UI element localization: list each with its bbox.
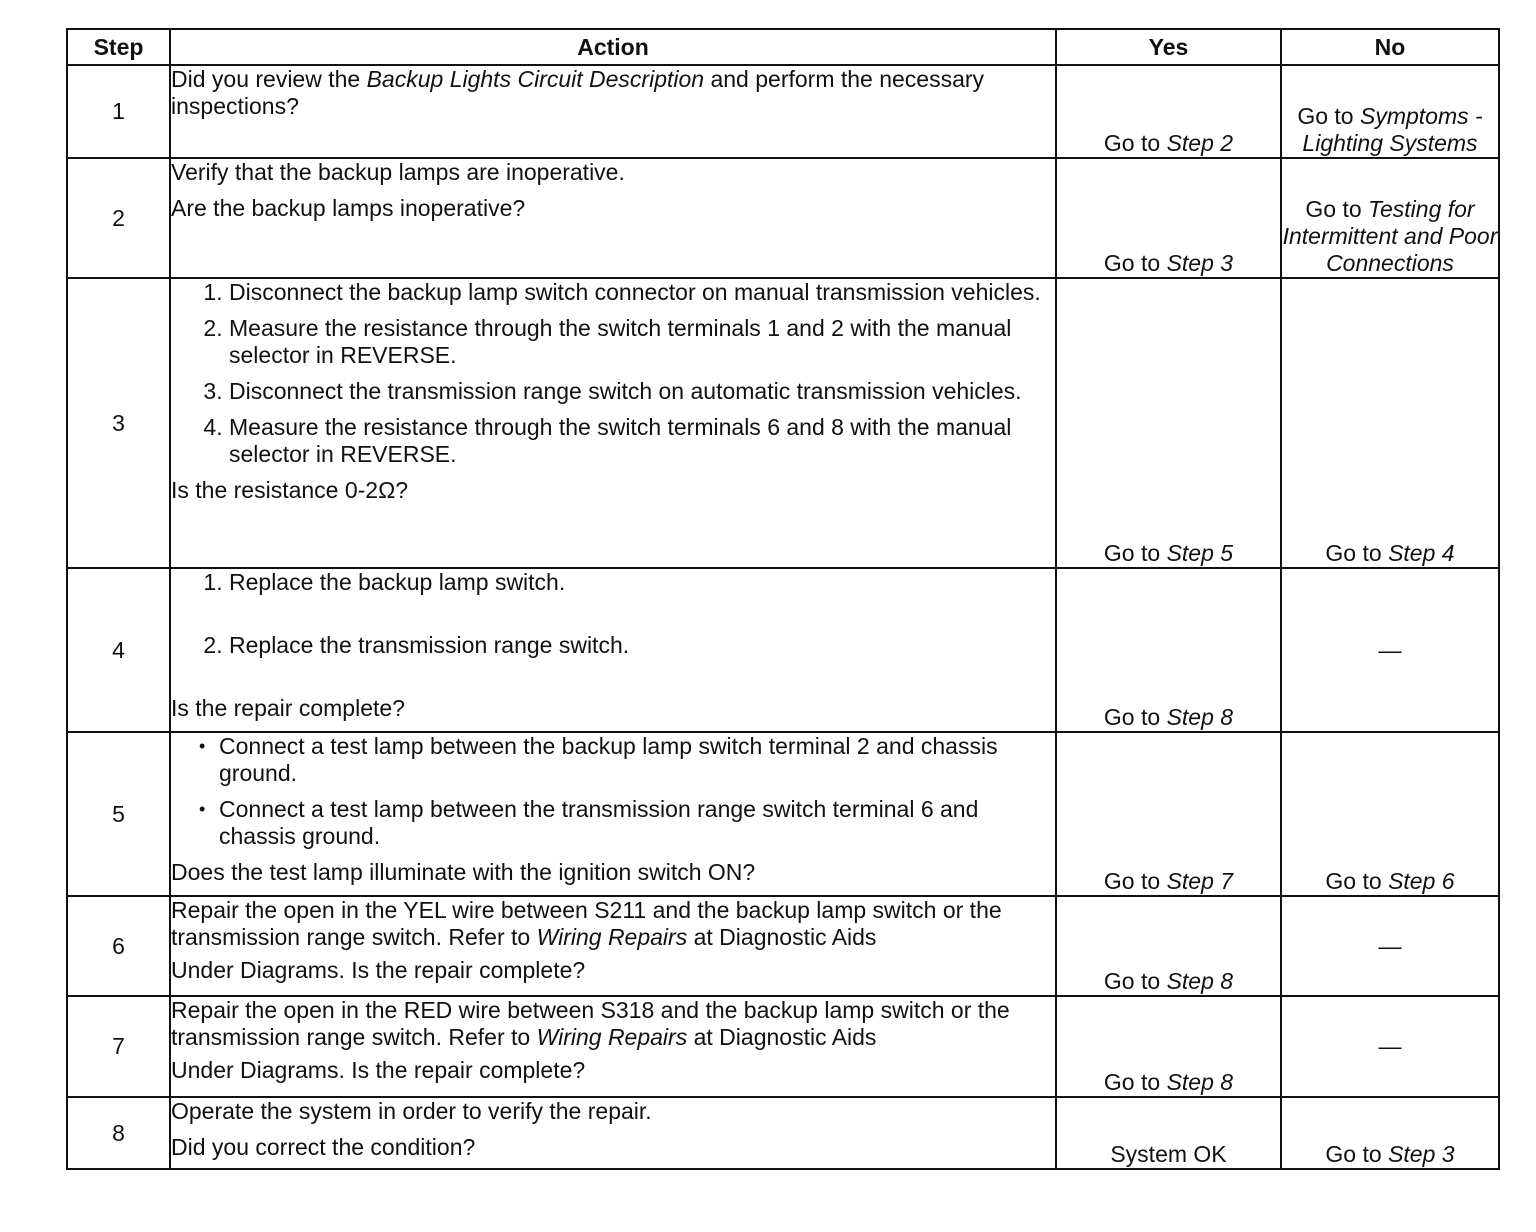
no-text: Go to xyxy=(1305,196,1369,222)
list-item: 4. Measure the resistance through the switch terminals 6 and 8 with the manual selector in REVERSE. xyxy=(229,414,1055,468)
action-instruction: Verify that the backup lamps are inoperative. xyxy=(171,159,625,185)
table-row xyxy=(67,996,1499,1097)
yes-text: Go to xyxy=(1103,130,1167,156)
action-question: Is the resistance 0-2Ω? xyxy=(171,477,409,503)
table-row xyxy=(67,1097,1499,1169)
action-bullet-list xyxy=(171,733,1055,850)
no-text: Go to xyxy=(1325,540,1389,566)
no-cell: — xyxy=(1281,568,1499,732)
no-cell xyxy=(1281,65,1499,158)
list-item: • Connect a test lamp between the transmission range switch terminal 6 and chassis ground. xyxy=(219,796,1055,850)
step-number: 1 xyxy=(67,65,170,158)
table-row xyxy=(67,65,1499,158)
header-step: Step xyxy=(67,29,170,65)
action-text: Did you review the xyxy=(171,66,367,92)
list-item: 2. Measure the resistance through the switch terminals 1 and 2 with the manual selector in REVERSE. xyxy=(229,315,1055,369)
no-cell xyxy=(1281,732,1499,896)
no-cell: — xyxy=(1281,896,1499,996)
table-row xyxy=(67,158,1499,278)
table-row xyxy=(67,732,1499,896)
table-row xyxy=(67,568,1499,732)
step-number: 3 xyxy=(67,278,170,568)
list-item: 2. Replace the transmission range switch. xyxy=(229,632,1055,659)
action-steps-list xyxy=(171,569,1055,659)
action-reference: Wiring Repairs xyxy=(536,1024,688,1050)
action-cell xyxy=(170,1097,1056,1169)
action-text: at Diagnostic Aids xyxy=(687,1024,877,1050)
yes-text: Go to xyxy=(1103,250,1167,276)
step-number: 8 xyxy=(67,1097,170,1169)
no-step-link: Step 4 xyxy=(1388,540,1455,566)
action-cell xyxy=(170,278,1056,568)
action-text: at Diagnostic Aids xyxy=(687,924,877,950)
action-cell xyxy=(170,158,1056,278)
header-yes: Yes xyxy=(1056,29,1281,65)
header-action: Action xyxy=(170,29,1056,65)
action-steps-list xyxy=(171,279,1055,468)
action-reference: Wiring Repairs xyxy=(536,924,688,950)
no-cell xyxy=(1281,1097,1499,1169)
action-question: Under Diagrams. Is the repair complete? xyxy=(171,957,586,983)
yes-text: Go to xyxy=(1103,968,1167,994)
yes-text: Go to xyxy=(1103,1069,1167,1095)
yes-cell xyxy=(1056,896,1281,996)
yes-cell xyxy=(1056,65,1281,158)
table-row xyxy=(67,896,1499,996)
diagnostic-table xyxy=(66,28,1500,1170)
no-cell xyxy=(1281,158,1499,278)
action-question: Did you correct the condition? xyxy=(171,1134,476,1160)
no-cell: — xyxy=(1281,996,1499,1097)
yes-cell xyxy=(1056,158,1281,278)
yes-step-link: Step 2 xyxy=(1166,130,1234,156)
yes-text: Go to xyxy=(1103,868,1167,894)
yes-step-link: Step 8 xyxy=(1166,1069,1234,1095)
yes-text: Go to xyxy=(1103,540,1167,566)
yes-step-link: Step 8 xyxy=(1166,704,1234,730)
no-text: Go to xyxy=(1325,868,1389,894)
action-text: Repair the open in the YEL wire between S211 and the backup lamp switch or the transmission range switch. Refer to xyxy=(171,897,1002,950)
step-number: 2 xyxy=(67,158,170,278)
action-question: Under Diagrams. Is the repair complete? xyxy=(171,1057,586,1083)
step-number: 4 xyxy=(67,568,170,732)
yes-step-link: Step 7 xyxy=(1166,868,1234,894)
step-number: 5 xyxy=(67,732,170,896)
no-step-link: Step 3 xyxy=(1388,1141,1455,1167)
yes-cell xyxy=(1056,568,1281,732)
yes-cell xyxy=(1056,996,1281,1097)
yes-text: Go to xyxy=(1103,704,1167,730)
action-cell xyxy=(170,568,1056,732)
no-step-link: Symptoms - Lighting Systems xyxy=(1302,103,1483,156)
action-cell xyxy=(170,732,1056,896)
action-question: Does the test lamp illuminate with the ignition switch ON? xyxy=(171,859,756,885)
header-no: No xyxy=(1281,29,1499,65)
no-step-link: Step 6 xyxy=(1388,868,1455,894)
table-row xyxy=(67,278,1499,568)
list-item: 1. Replace the backup lamp switch. xyxy=(229,569,1055,596)
step-number: 6 xyxy=(67,896,170,996)
action-question: Is the repair complete? xyxy=(171,695,405,721)
action-instruction xyxy=(171,897,1055,951)
no-cell xyxy=(1281,278,1499,568)
yes-step-link: Step 3 xyxy=(1166,250,1234,276)
step-number: 7 xyxy=(67,996,170,1097)
action-reference: Backup Lights Circuit Description xyxy=(366,66,705,92)
no-step-link: Testing for Intermittent and Poor Connections xyxy=(1282,196,1498,276)
yes-cell xyxy=(1056,732,1281,896)
header-row xyxy=(67,29,1499,65)
list-item: • Connect a test lamp between the backup lamp switch terminal 2 and chassis ground. xyxy=(219,733,1055,787)
action-question: Are the backup lamps inoperative? xyxy=(171,195,526,221)
action-text: Repair the open in the RED wire between S318 and the backup lamp switch or the transmission range switch. Refer to xyxy=(171,997,1010,1050)
no-text: Go to xyxy=(1325,1141,1389,1167)
list-item: 1. Disconnect the backup lamp switch connector on manual transmission vehicles. xyxy=(229,279,1055,306)
list-item: 3. Disconnect the transmission range switch on automatic transmission vehicles. xyxy=(229,378,1055,405)
action-text: and perform the necessary inspections? xyxy=(171,66,985,119)
action-cell xyxy=(170,896,1056,996)
action-question xyxy=(171,66,1055,120)
yes-cell: System OK xyxy=(1056,1097,1281,1169)
yes-step-link: Step 8 xyxy=(1166,968,1234,994)
yes-step-link: Step 5 xyxy=(1166,540,1234,566)
action-cell xyxy=(170,996,1056,1097)
action-instruction xyxy=(171,997,1055,1051)
no-text: Go to xyxy=(1297,103,1360,129)
action-cell xyxy=(170,65,1056,158)
yes-cell xyxy=(1056,278,1281,568)
action-instruction: Operate the system in order to verify the repair. xyxy=(171,1098,652,1124)
